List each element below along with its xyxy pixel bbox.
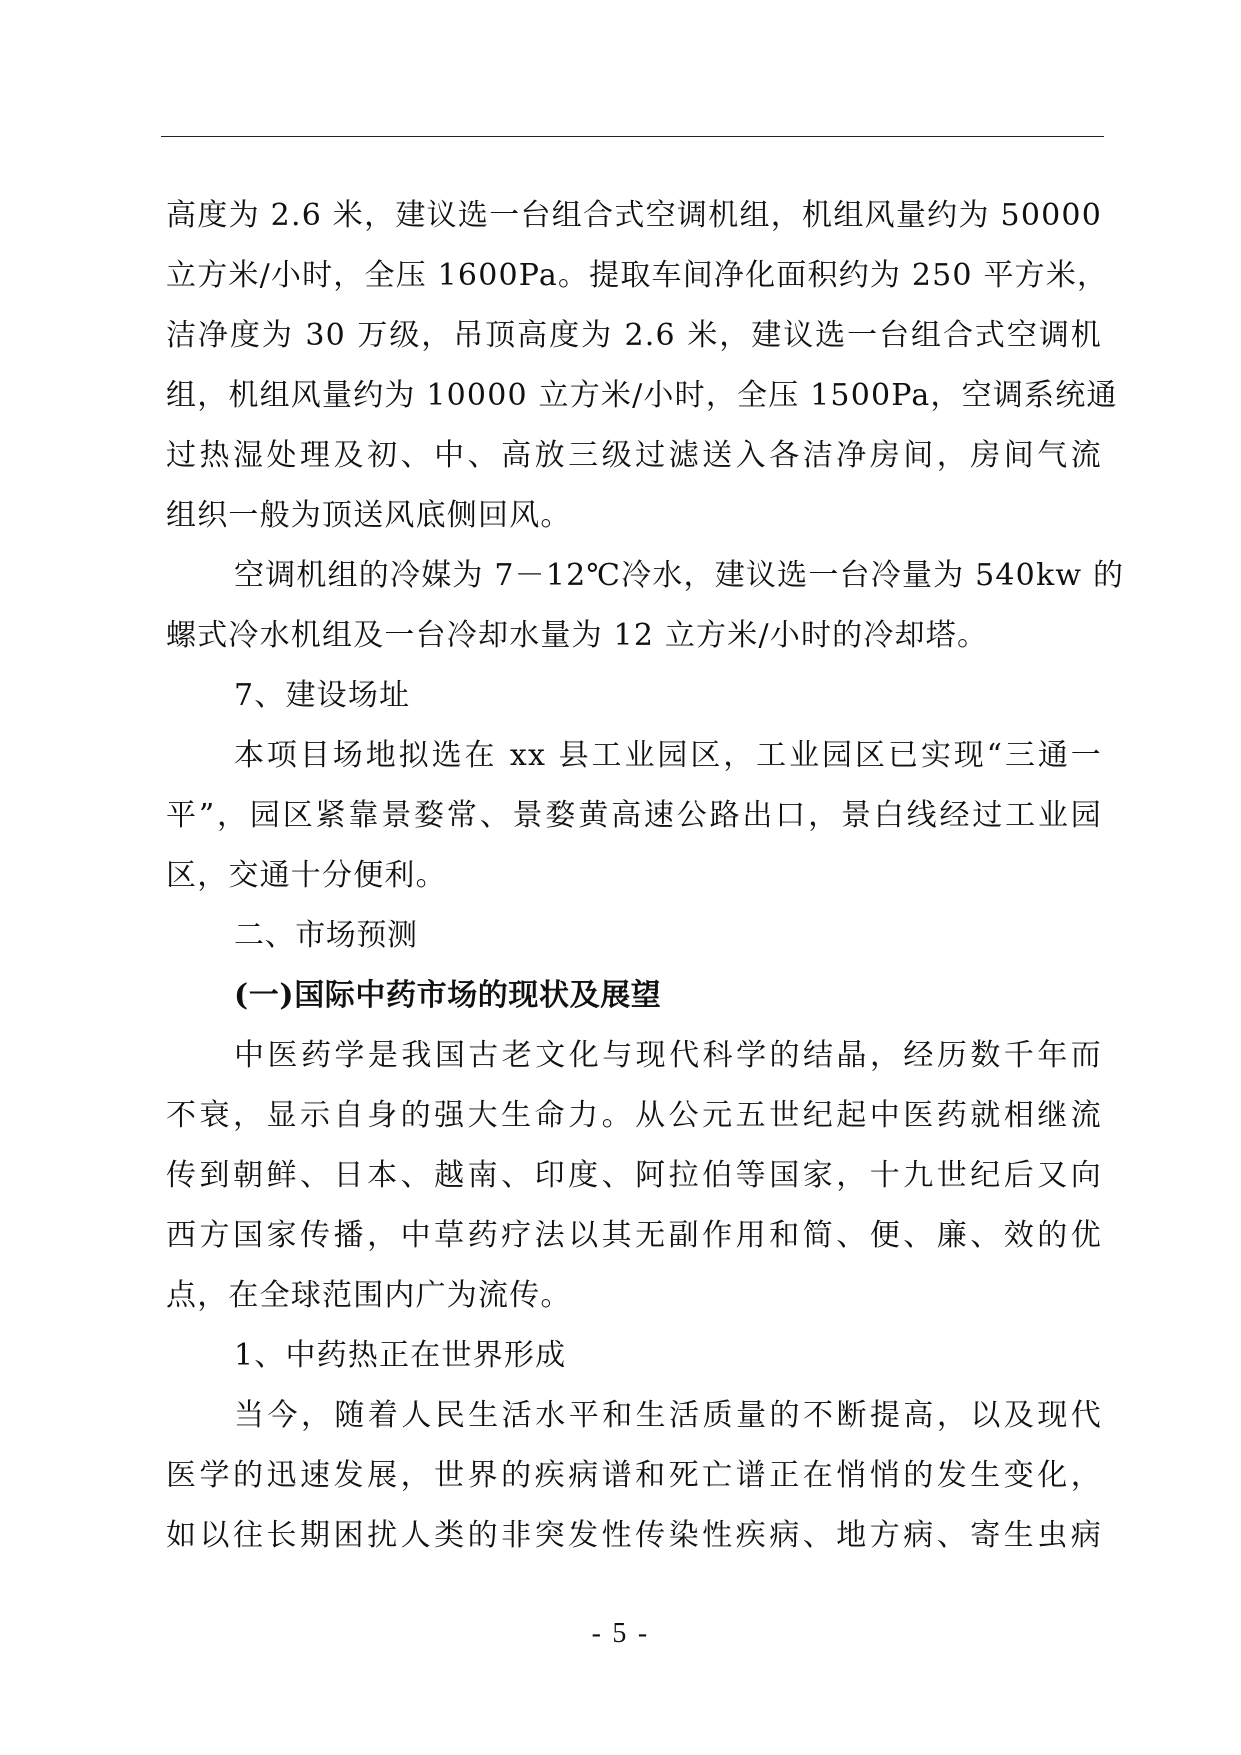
text-line: 点，在全球范围内广为流传。 xyxy=(166,1278,572,1313)
section-2-title: 二、市场预测 xyxy=(234,918,418,953)
text-line: 洁净度为 30 万级，吊顶高度为 2.6 米，建议选一台组合式空调机 xyxy=(166,318,1102,353)
paragraph-site xyxy=(166,726,1102,906)
text-line: 如以往长期困扰人类的非突发性传染性疾病、地方病、寄生虫病 xyxy=(166,1518,1102,1553)
header-rule xyxy=(161,136,1104,137)
text-line: 组，机组风量约为 10000 立方米/小时，全压 1500Pa，空调系统通 xyxy=(166,378,1118,413)
page-number: - 5 - xyxy=(591,1618,650,1649)
document-body xyxy=(166,186,1125,1566)
text-line: 中医药学是我国古老文化与现代科学的结晶，经历数千年而 xyxy=(234,1038,1102,1073)
text-line: 西方国家传播，中草药疗法以其无副作用和简、便、廉、效的优 xyxy=(166,1218,1102,1253)
paragraph-hvac-specs xyxy=(166,186,1118,546)
paragraph-tcm-history xyxy=(166,1026,1102,1326)
text-line: 平”，园区紧靠景婺常、景婺黄高速公路出口，景白线经过工业园 xyxy=(166,798,1102,833)
text-line: 过热湿处理及初、中、高放三级过滤送入各洁净房间，房间气流 xyxy=(166,438,1102,473)
text-line: 立方米/小时，全压 1600Pa。提取车间净化面积约为 250 平方米， xyxy=(166,258,1109,293)
text-line: 传到朝鲜、日本、越南、印度、阿拉伯等国家，十九世纪后又向 xyxy=(166,1158,1102,1193)
text-line: 当今，随着人民生活水平和生活质量的不断提高，以及现代 xyxy=(234,1398,1102,1433)
text-line: 本项目场地拟选在 xx 县工业园区，工业园区已实现“三通一 xyxy=(234,738,1102,773)
text-line: 空调机组的冷媒为 7－12℃冷水，建议选一台冷量为 540kw 的 xyxy=(234,558,1125,593)
text-line: 高度为 2.6 米，建议选一台组合式空调机组，机组风量约为 50000 xyxy=(166,198,1102,233)
text-line: 组织一般为顶送风底侧回风。 xyxy=(166,498,572,533)
text-line: 医学的迅速发展，世界的疾病谱和死亡谱正在悄悄的发生变化， xyxy=(166,1458,1102,1493)
item-7-title: 7、建设场址 xyxy=(234,678,411,713)
paragraph-refrigerant xyxy=(166,546,1125,666)
subsection-1-title: (一)国际中药市场的现状及展望 xyxy=(234,978,662,1013)
text-line: 不衰，显示自身的强大生命力。从公元五世纪起中医药就相继流 xyxy=(166,1098,1102,1133)
text-line: 区，交通十分便利。 xyxy=(166,858,447,893)
text-line: 螺式冷水机组及一台冷却水量为 12 立方米/小时的冷却塔。 xyxy=(166,618,989,653)
paragraph-disease-trends xyxy=(166,1386,1102,1566)
item-1-title: 1、中药热正在世界形成 xyxy=(234,1338,567,1373)
